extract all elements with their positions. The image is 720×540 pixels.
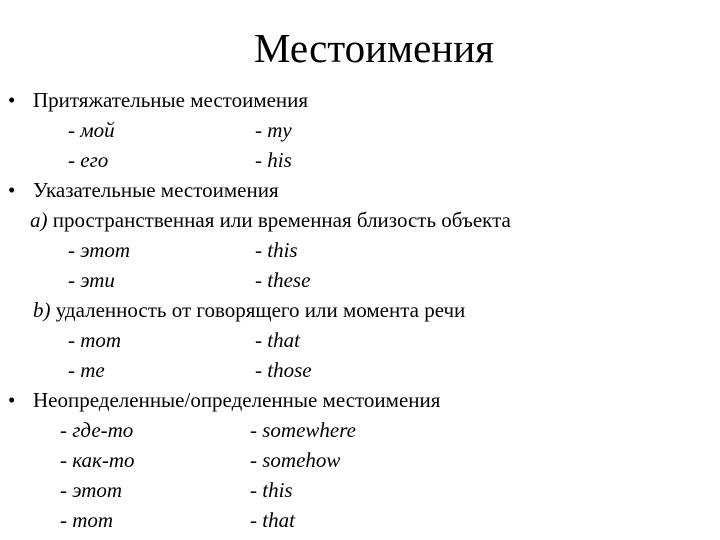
pronoun-ru: - те	[68, 358, 105, 382]
pronoun-ru: - тот	[60, 508, 114, 532]
page-title: Местоимения	[253, 25, 495, 71]
section-heading-indefinite: Неопределенные/определенные местоимения	[33, 388, 441, 412]
pronoun-ru: - как-то	[60, 448, 135, 472]
subpoint-text: пространственная или временная близость объекта	[47, 208, 511, 232]
pronoun-en: - those	[255, 358, 312, 382]
subpoint-text: удаленность от говорящего или момента речи	[50, 298, 466, 322]
bullet: •	[8, 88, 16, 112]
pronoun-ru: - мой	[68, 118, 115, 142]
pronoun-en: - this	[255, 238, 298, 262]
pronoun-ru: - где-то	[60, 418, 134, 442]
pronoun-en: - my	[255, 118, 292, 142]
pronoun-en: - somehow	[250, 448, 341, 472]
pronoun-ru: - этот	[68, 238, 131, 262]
pronoun-ru: - этот	[60, 478, 123, 502]
subpoint-b	[33, 297, 465, 323]
section-heading-demonstrative: Указательные местоимения	[33, 178, 279, 202]
pronoun-ru: - тот	[68, 328, 122, 352]
pronoun-en: - somewhere	[250, 418, 356, 442]
bullet: •	[8, 388, 16, 412]
pronoun-en: - his	[255, 148, 292, 172]
pronoun-en: - this	[250, 478, 293, 502]
pronoun-en: - that	[255, 328, 300, 352]
pronoun-en: - that	[250, 508, 295, 532]
subpoint-marker: b)	[33, 298, 51, 322]
subpoint-a	[30, 207, 511, 233]
pronoun-en: - these	[255, 268, 311, 292]
pronoun-ru: - эти	[68, 268, 115, 292]
subpoint-marker: a)	[30, 208, 48, 232]
pronoun-ru: - его	[68, 148, 109, 172]
bullet: •	[8, 178, 16, 202]
section-heading-possessive: Притяжательные местоимения	[33, 88, 309, 112]
